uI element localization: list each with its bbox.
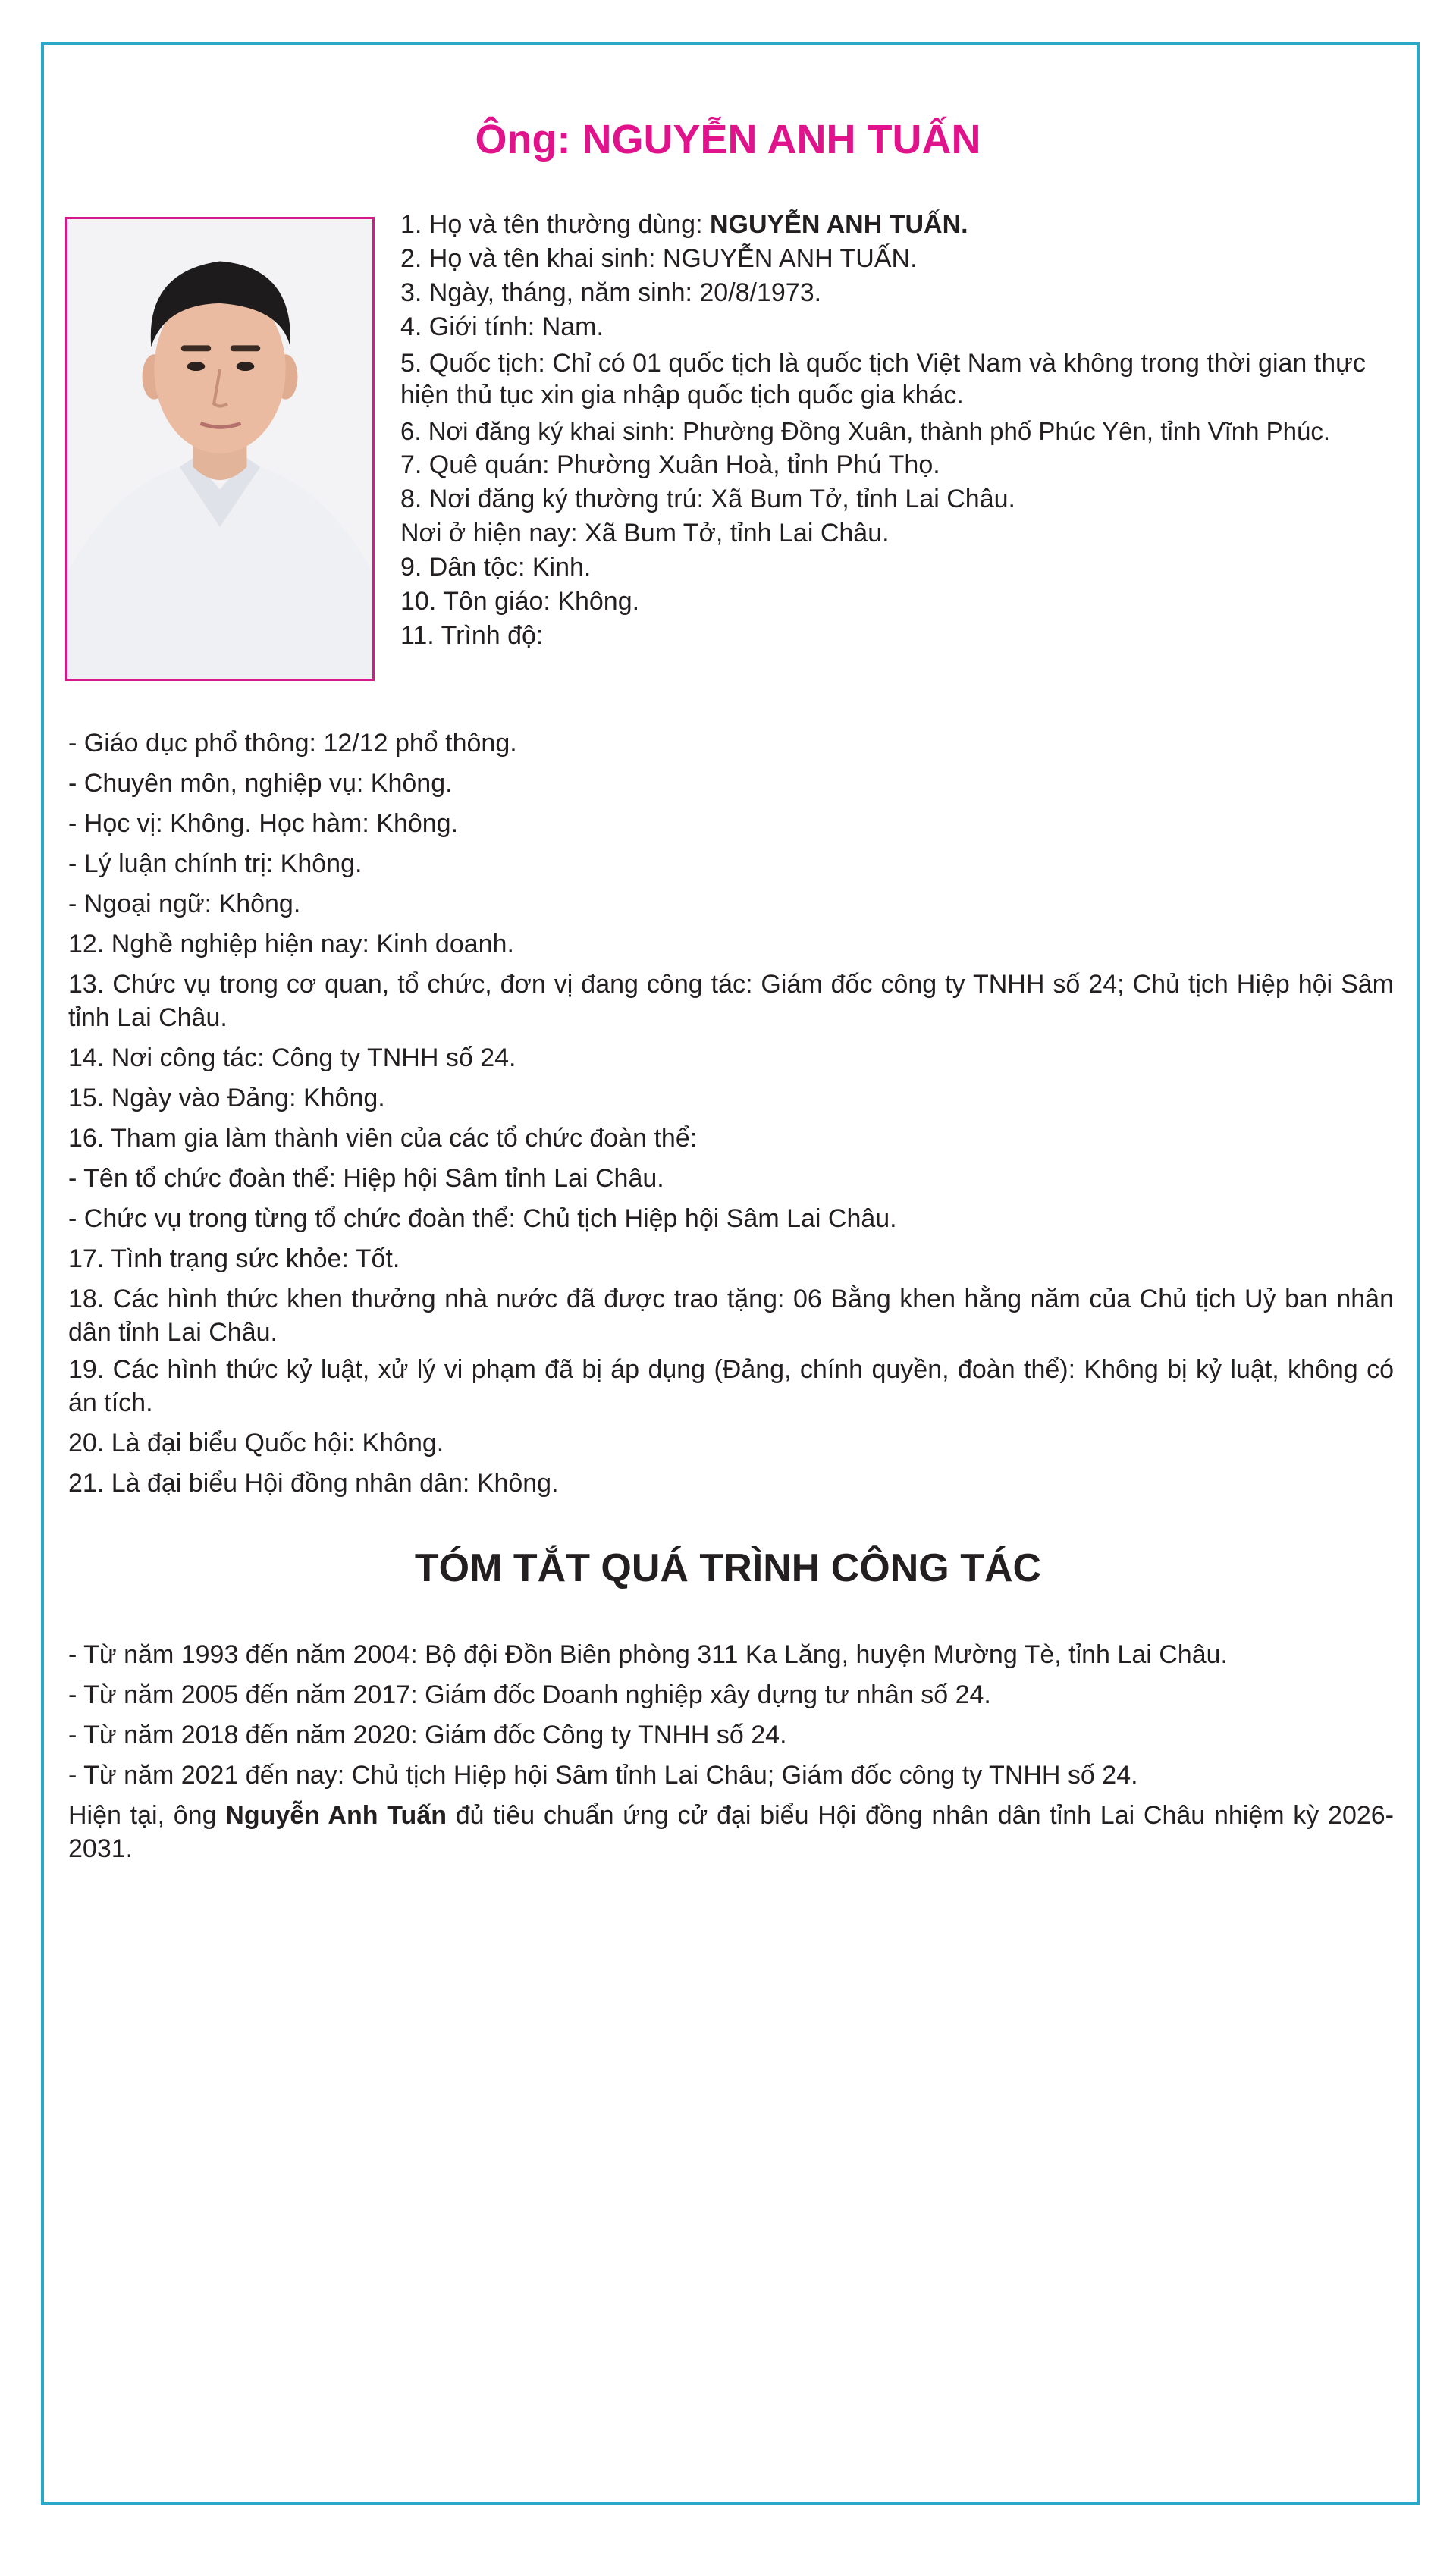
list-item: 19. Các hình thức kỷ luật, xử lý vi phạm đã bị áp dụng (Đảng, chính quyền, đoàn thể): Không bị kỷ luật, không có án tích. xyxy=(68,1355,1394,1417)
list-item: 3. Ngày, tháng, năm sinh: 20/8/1973. xyxy=(400,278,822,307)
list-item: 5. Quốc tịch: Chỉ có 01 quốc tịch là quốc tịch Việt Nam và không trong thời gian thực hiện thủ tục xin gia nhập quốc tịch quốc gia khác. xyxy=(400,349,1366,409)
career-list xyxy=(68,1635,1394,1869)
full-name: NGUYỄN ANH TUẤN. xyxy=(709,210,968,239)
candidate-name: Nguyễn Anh Tuấn xyxy=(225,1801,447,1830)
list-item: 2. Họ và tên khai sinh: NGUYỄN ANH TUẤN. xyxy=(400,244,918,273)
list-item: 14. Nơi công tác: Công ty TNHH số 24. xyxy=(68,1043,516,1072)
page-title: Ông: NGUYỄN ANH TUẤN xyxy=(475,117,981,162)
list-item: 17. Tình trạng sức khỏe: Tốt. xyxy=(68,1244,400,1273)
list-item: - Chuyên môn, nghiệp vụ: Không. xyxy=(68,769,453,798)
list-item: 9. Dân tộc: Kinh. xyxy=(400,553,592,582)
qualification-list xyxy=(68,723,1394,1504)
list-item: - Học vị: Không. Học hàm: Không. xyxy=(68,809,459,838)
list-item: 13. Chức vụ trong cơ quan, tổ chức, đơn vị đang công tác: Giám đốc công ty TNHH số 24; Chủ tịch Hiệp hội Sâm tỉnh Lai Châu. xyxy=(68,970,1394,1032)
list-item: 4. Giới tính: Nam. xyxy=(400,312,604,341)
list-item: - Tên tổ chức đoàn thể: Hiệp hội Sâm tỉnh Lai Châu. xyxy=(68,1164,664,1193)
list-item: - Giáo dục phổ thông: 12/12 phổ thông. xyxy=(68,729,517,758)
list-item: 18. Các hình thức khen thưởng nhà nước đã được trao tặng: 06 Bằng khen hằng năm của Chủ tịch Uỷ ban nhân dân tỉnh Lai Châu. xyxy=(68,1285,1394,1347)
list-item: 20. Là đại biểu Quốc hội: Không. xyxy=(68,1429,444,1457)
portrait-illustration xyxy=(67,219,372,679)
list-item: - Lý luận chính trị: Không. xyxy=(68,849,362,878)
list-item: 15. Ngày vào Đảng: Không. xyxy=(68,1084,385,1112)
list-item: 1. Họ và tên thường dùng: NGUYỄN ANH TUẤN. xyxy=(400,210,968,239)
list-item: 16. Tham gia làm thành viên của các tổ chức đoàn thể: xyxy=(68,1124,698,1153)
list-item: 12. Nghề nghiệp hiện nay: Kinh doanh. xyxy=(68,930,514,959)
portrait-photo xyxy=(65,217,375,681)
list-item: 8. Nơi đăng ký thường trú: Xã Bum Tở, tỉnh Lai Châu. xyxy=(400,485,1015,513)
section-title: TÓM TẮT QUÁ TRÌNH CÔNG TÁC xyxy=(414,1546,1042,1590)
list-item: - Ngoại ngữ: Không. xyxy=(68,890,301,918)
list-item: 7. Quê quán: Phường Xuân Hoà, tỉnh Phú Thọ. xyxy=(400,450,940,479)
list-item: - Chức vụ trong từng tổ chức đoàn thể: Chủ tịch Hiệp hội Sâm Lai Châu. xyxy=(68,1204,897,1233)
list-item: 21. Là đại biểu Hội đồng nhân dân: Không. xyxy=(68,1469,559,1498)
career-item: - Từ năm 2021 đến nay: Chủ tịch Hiệp hội Sâm tỉnh Lai Châu; Giám đốc công ty TNHH số 24. xyxy=(68,1761,1138,1790)
conclusion-paragraph: Hiện tại, ông Nguyễn Anh Tuấn đủ tiêu chuẩn ứng cử đại biểu Hội đồng nhân dân tỉnh Lai Châu nhiệm kỳ 2026-2031. xyxy=(68,1801,1395,1863)
career-item: - Từ năm 2018 đến năm 2020: Giám đốc Công ty TNHH số 24. xyxy=(68,1721,787,1749)
career-item: - Từ năm 2005 đến năm 2017: Giám đốc Doanh nghiệp xây dựng tư nhân số 24. xyxy=(68,1680,991,1709)
list-item: Nơi ở hiện nay: Xã Bum Tở, tỉnh Lai Châu. xyxy=(400,519,890,548)
list-item: 10. Tôn giáo: Không. xyxy=(400,587,640,616)
list-item: 6. Nơi đăng ký khai sinh: Phường Đồng Xuân, thành phố Phúc Yên, tỉnh Vĩnh Phúc. xyxy=(400,417,1331,445)
career-item: - Từ năm 1993 đến năm 2004: Bộ đội Đồn Biên phòng 311 Ka Lăng, huyện Mường Tè, tỉnh Lai Châu. xyxy=(68,1640,1228,1669)
personal-info-list xyxy=(400,208,1394,653)
list-item: 11. Trình độ: xyxy=(400,621,544,650)
